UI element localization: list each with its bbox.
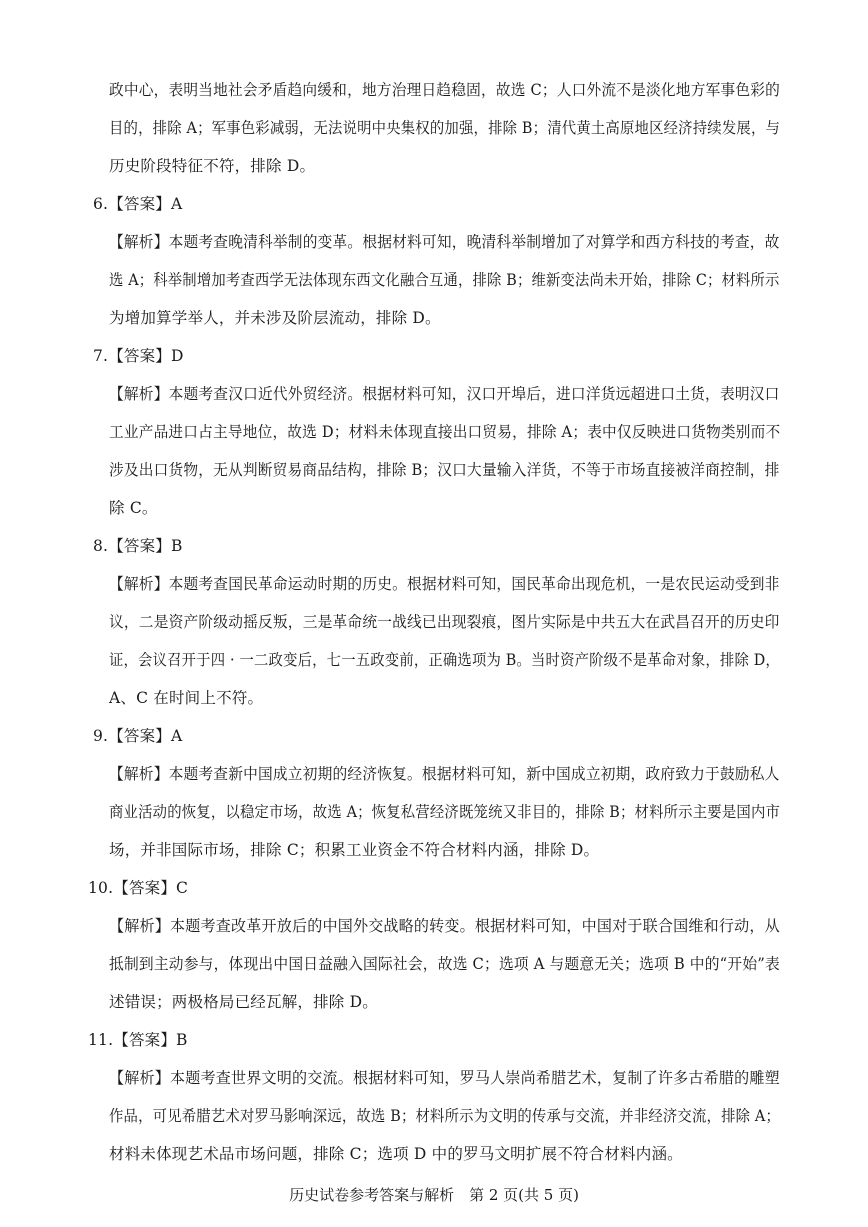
q10-line-1: 【解析】本题考查改革开放后的中国外交战略的转变。根据材料可知，中国对于联合国维和行动，从 xyxy=(109,917,780,935)
q8-answer: 8.【答案】B xyxy=(93,537,183,555)
q7-line-4: 除 C。 xyxy=(109,499,158,517)
q8-line-1: 【解析】本题考查国民革命运动时期的历史。根据材料可知，国民革命出现危机，一是农民运动受到非 xyxy=(109,575,780,593)
q9-line-2: 商业活动的恢复，以稳定市场，故选 A；恢复私营经济既笼统又非目的，排除 B；材料所示主要是国内市 xyxy=(109,803,781,821)
q11-answer: 11.【答案】B xyxy=(88,1031,188,1049)
q7-line-2: 工业产品进口占主导地位，故选 D；材料未体现直接出口贸易，排除 A；表中仅反映进口货物类别而不 xyxy=(109,423,781,441)
q10-line-2: 抵制到主动参与，体现出中国日益融入国际社会，故选 C；选项 A 与题意无关；选项 B 中的“开始”表 xyxy=(109,955,780,973)
q11-line-1: 【解析】本题考查世界文明的交流。根据材料可知，罗马人崇尚希腊艺术，复制了许多古希腊的雕塑 xyxy=(109,1069,780,1087)
q6-line-1: 【解析】本题考查晚清科举制的变革。根据材料可知，晚清科举制增加了对算学和西方科技的考查，故 xyxy=(109,233,780,251)
q6-answer: 6.【答案】A xyxy=(93,195,183,213)
q5-line-2: 目的，排除 A；军事色彩减弱，无法说明中央集权的加强，排除 B；清代黄土高原地区经济持续发展，与 xyxy=(109,119,781,137)
q6-line-2: 选 A；科举制增加考查西学无法体现东西文化融合互通，排除 B；维新变法尚未开始，排除 C；材料所示 xyxy=(109,271,780,289)
q7-line-1: 【解析】本题考查汉口近代外贸经济。根据材料可知，汉口开埠后，进口洋货远超进口土货，表明汉口 xyxy=(109,385,780,403)
q9-answer: 9.【答案】A xyxy=(93,727,183,745)
q9-line-3: 场，并非国际市场，排除 C；积累工业资金不符合材料内涵，排除 D。 xyxy=(109,841,600,859)
q8-line-3: 证，会议召开于四 · 一二政变后，七一五政变前，正确选项为 B。当时资产阶级不是革命对象，排除 D， xyxy=(109,651,780,669)
q5-line-3: 历史阶段特征不符，排除 D。 xyxy=(109,157,316,175)
q9-line-1: 【解析】本题考查新中国成立初期的经济恢复。根据材料可知，新中国成立初期，政府致力于鼓励私人 xyxy=(109,765,780,783)
q7-line-3: 涉及出口货物，无从判断贸易商品结构，排除 B；汉口大量输入洋货，不等于市场直接被洋商控制，排 xyxy=(109,461,780,479)
q6-line-3: 为增加算学举人，并未涉及阶层流动，排除 D。 xyxy=(109,309,441,327)
q8-line-2: 议，二是资产阶级动摇反叛，三是革命统一战线已出现裂痕，图片实际是中共五大在武昌召开的历史印 xyxy=(109,613,780,631)
page-footer: 历史试卷参考答案与解析 第 2 页(共 5 页) xyxy=(289,1186,579,1204)
q10-answer: 10.【答案】C xyxy=(88,879,189,897)
q5-line-1: 政中心，表明当地社会矛盾趋向缓和，地方治理日趋稳固，故选 C；人口外流不是淡化地方军事色彩的 xyxy=(109,81,780,99)
q7-answer: 7.【答案】D xyxy=(93,347,184,365)
q10-line-3: 述错误；两极格局已经瓦解，排除 D。 xyxy=(109,993,378,1011)
q11-line-3: 材料未体现艺术品市场问题，排除 C；选项 D 中的罗马文明扩展不符合材料内涵。 xyxy=(109,1145,683,1163)
q8-line-4: A、C 在时间上不符。 xyxy=(109,689,264,707)
q11-line-2: 作品，可见希腊艺术对罗马影响深远，故选 B；材料所示为文明的传承与交流，并非经济交流，排除 A； xyxy=(109,1107,781,1125)
